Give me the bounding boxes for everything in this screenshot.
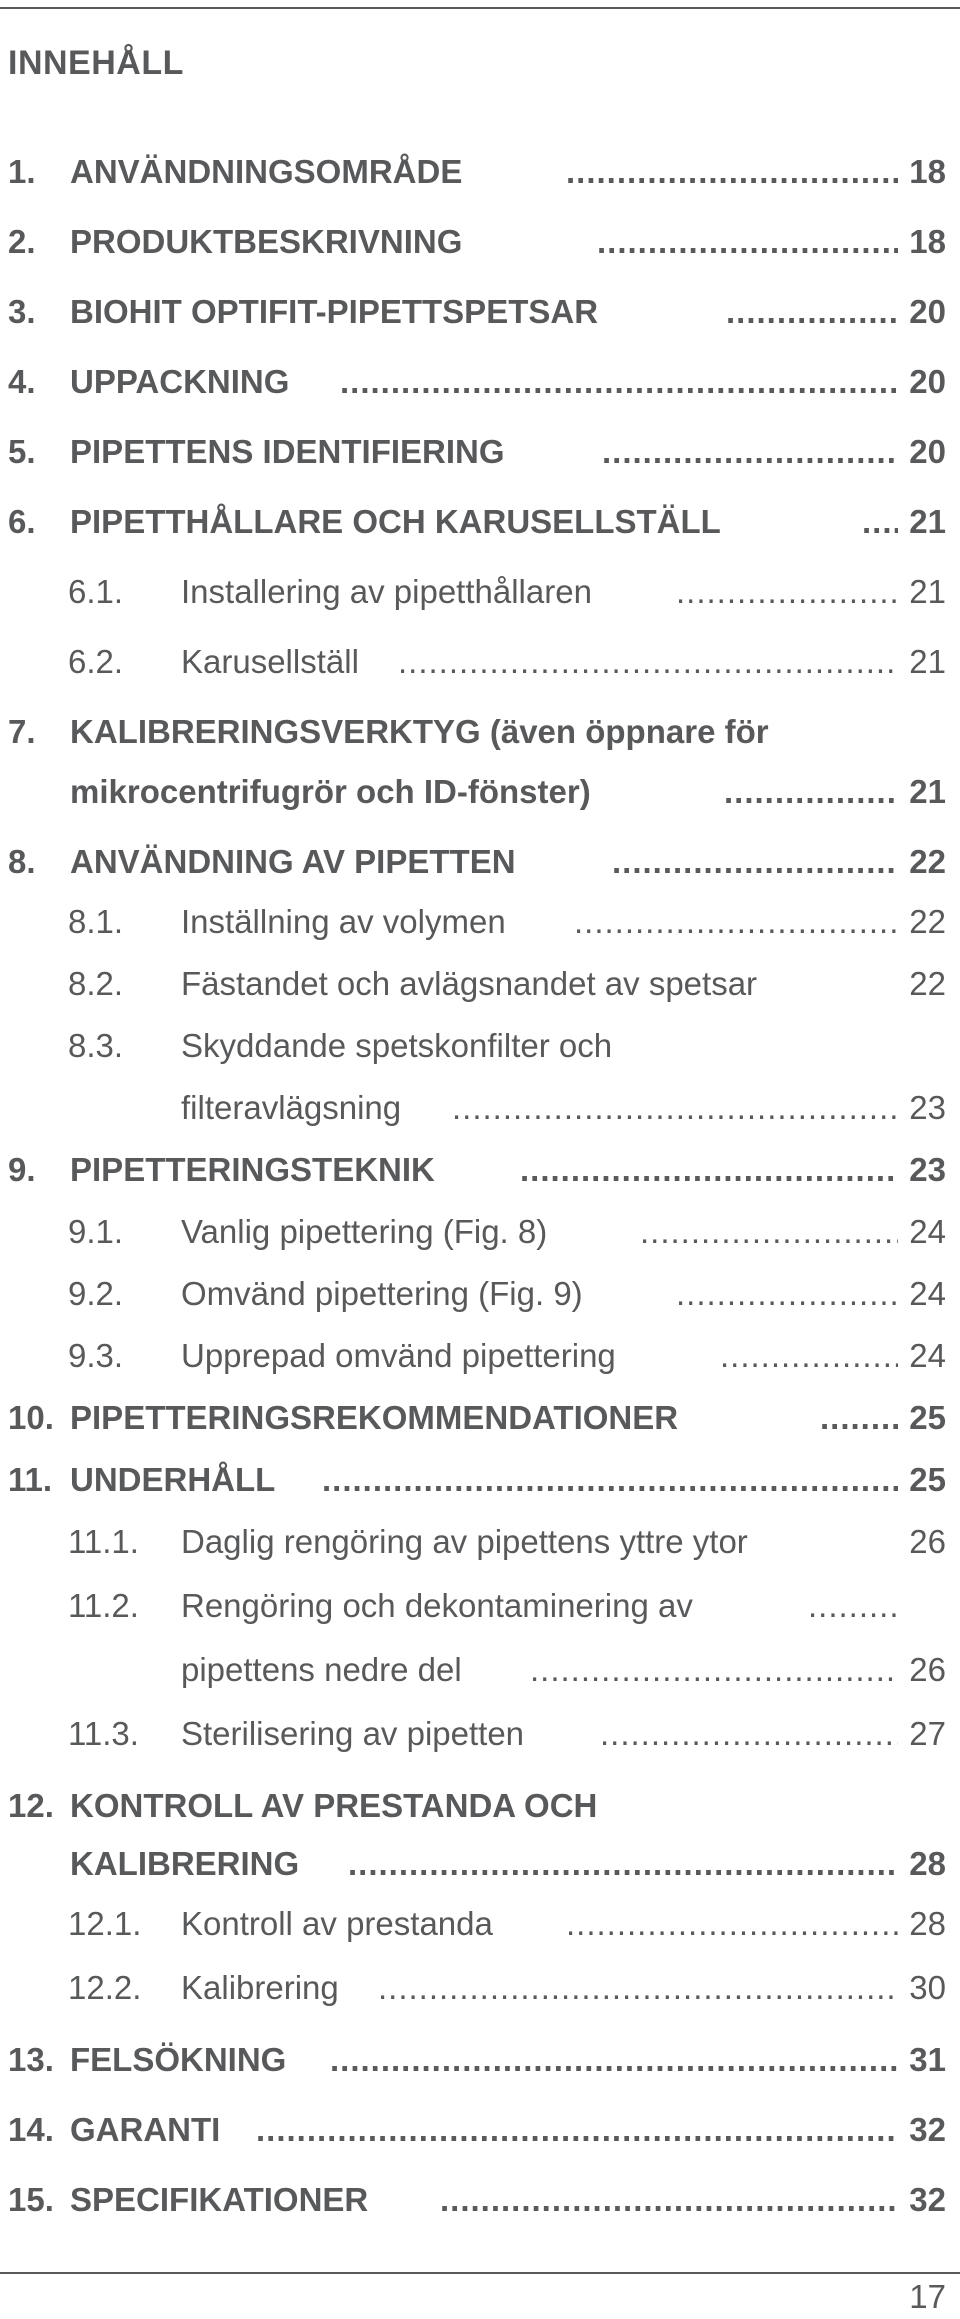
- entry-page: 27: [909, 1715, 946, 1752]
- entry-title: mikrocentrifugrör och ID-fönster): [70, 773, 591, 810]
- page-number: 17: [909, 2278, 946, 2315]
- entry-title: Karusellställ: [181, 643, 359, 680]
- entry-title: Inställning av volymen: [181, 903, 506, 940]
- entry-title: Kontroll av prestanda: [181, 1905, 493, 1942]
- entry-number: 2.: [8, 223, 36, 260]
- entry-title: PIPETTERINGSREKOMMENDATIONER: [70, 1399, 679, 1436]
- entry-number: 14.: [8, 2111, 54, 2148]
- toc-entry-6-1[interactable]: [0, 566, 960, 618]
- toc-entry-11-1[interactable]: [0, 1516, 960, 1568]
- dot-leader: [566, 146, 898, 198]
- entry-title: UPPACKNING: [70, 363, 290, 400]
- toc-entry-6-2[interactable]: [0, 636, 960, 688]
- entry-page: 28: [909, 1845, 946, 1882]
- toc-entry-8-3[interactable]: [0, 1020, 960, 1072]
- toc-entry-15[interactable]: [0, 2174, 960, 2226]
- entry-title: Vanlig pipettering (Fig. 8): [181, 1213, 548, 1250]
- entry-page: 23: [909, 1151, 946, 1188]
- entry-title: GARANTI: [70, 2111, 221, 2148]
- entry-page: 30: [909, 1969, 946, 2006]
- toc-entry-9-3[interactable]: [0, 1330, 960, 1382]
- dot-leader: [440, 2174, 898, 2226]
- dot-leader: [808, 1580, 900, 1632]
- entry-number: 12.1.: [68, 1905, 142, 1942]
- entry-number: 10.: [8, 1399, 54, 1436]
- entry-page: 21: [909, 643, 946, 680]
- entry-number: 9.: [8, 1151, 36, 1188]
- entry-title: Sterilisering av pipetten: [181, 1715, 525, 1752]
- dot-leader: [330, 2034, 898, 2086]
- entry-page: 26: [909, 1651, 946, 1688]
- entry-page: 20: [909, 363, 946, 400]
- toc-entry-8-1[interactable]: [0, 896, 960, 948]
- dot-leader: [720, 1330, 898, 1382]
- entry-title: PIPETTHÅLLARE OCH KARUSELLSTÄLL: [70, 503, 721, 540]
- entry-page: 18: [909, 153, 946, 190]
- dot-leader: [724, 766, 898, 818]
- toc-entry-11-3[interactable]: [0, 1708, 960, 1760]
- dot-leader: [340, 356, 898, 408]
- entry-number: 11.1.: [68, 1523, 139, 1560]
- entry-title: PIPETTERINGSTEKNIK: [70, 1151, 435, 1188]
- entry-number: 4.: [8, 363, 36, 400]
- entry-title: KALIBRERING: [70, 1845, 300, 1882]
- entry-number: 8.: [8, 843, 36, 880]
- dot-leader: [600, 1708, 898, 1760]
- toc-entry-13[interactable]: [0, 2034, 960, 2086]
- entry-number: 13.: [8, 2041, 54, 2078]
- entry-title: FELSÖKNING: [70, 2041, 287, 2078]
- toc-entry-9[interactable]: [0, 1144, 960, 1196]
- entry-title: ANVÄNDNINGSOMRÅDE: [70, 153, 463, 190]
- toc-entry-8[interactable]: [0, 836, 960, 888]
- entry-number: 8.3.: [68, 1027, 124, 1064]
- entry-page: 25: [909, 1399, 946, 1436]
- dot-leader: [530, 1644, 898, 1696]
- entry-page: 25: [909, 1461, 946, 1498]
- entry-number: 6.: [8, 503, 36, 540]
- dot-leader: [820, 1392, 898, 1444]
- entry-page: 24: [909, 1337, 946, 1374]
- entry-page: 22: [909, 965, 946, 1002]
- toc-entry-11[interactable]: [0, 1454, 960, 1506]
- entry-title: PIPETTENS IDENTIFIERING: [70, 433, 505, 470]
- entry-title: KONTROLL AV PRESTANDA OCH: [70, 1787, 598, 1824]
- entry-title: BIOHIT OPTIFIT-PIPETTSPETSAR: [70, 293, 599, 330]
- dot-leader: [520, 1144, 898, 1196]
- dot-leader: [676, 566, 898, 618]
- entry-page: 32: [909, 2181, 946, 2218]
- dot-leader: [602, 426, 898, 478]
- toc-entry-12-cont[interactable]: [0, 1838, 960, 1890]
- entry-number: 11.: [8, 1461, 53, 1498]
- toc-entry-2[interactable]: [0, 216, 960, 268]
- entry-page: 24: [909, 1275, 946, 1312]
- toc-entry-6[interactable]: [0, 496, 960, 548]
- entry-title: Kalibrering: [181, 1969, 339, 2006]
- entry-number: 6.1.: [68, 573, 124, 610]
- dot-leader: [726, 286, 898, 338]
- entry-number: 11.2.: [68, 1587, 139, 1624]
- toc-entry-5[interactable]: [0, 426, 960, 478]
- dot-leader: [566, 1898, 898, 1950]
- toc-entry-9-1[interactable]: [0, 1206, 960, 1258]
- entry-page: 23: [909, 1089, 946, 1126]
- entry-number: 6.2.: [68, 643, 124, 680]
- entry-page: 21: [909, 503, 946, 540]
- dot-leader: [348, 1838, 898, 1890]
- toc-entry-1[interactable]: [0, 146, 960, 198]
- entry-number: 9.2.: [68, 1275, 124, 1312]
- dot-leader: [378, 1962, 898, 2014]
- entry-number: 12.: [8, 1787, 54, 1824]
- entry-title: Skyddande spetskonfilter och: [181, 1027, 613, 1064]
- entry-title: SPECIFIKATIONER: [70, 2181, 369, 2218]
- entry-number: 5.: [8, 433, 36, 470]
- entry-number: 8.2.: [68, 965, 124, 1002]
- toc-heading: INNEHÅLL: [8, 44, 184, 82]
- dot-leader: [676, 1268, 898, 1320]
- entry-page: 24: [909, 1213, 946, 1250]
- entry-number: 1.: [8, 153, 36, 190]
- toc-entry-12-2[interactable]: [0, 1962, 960, 2014]
- entry-title: Omvänd pipettering (Fig. 9): [181, 1275, 583, 1312]
- dot-leader: [862, 496, 898, 548]
- entry-page: 28: [909, 1905, 946, 1942]
- entry-number: 9.3.: [68, 1337, 124, 1374]
- toc-entry-7[interactable]: [0, 706, 960, 758]
- top-rule: [0, 7, 960, 9]
- toc-entry-14[interactable]: [0, 2104, 960, 2156]
- entry-title: Rengöring och dekontaminering av: [181, 1587, 693, 1624]
- toc-entry-10[interactable]: [0, 1392, 960, 1444]
- dot-leader: [640, 1206, 898, 1258]
- entry-page: 31: [909, 2041, 946, 2078]
- toc-entry-9-2[interactable]: [0, 1268, 960, 1320]
- entry-number: 3.: [8, 293, 36, 330]
- dot-leader: [574, 896, 898, 948]
- entry-title: Installering av pipetthållaren: [181, 573, 592, 610]
- entry-number: 11.3.: [68, 1715, 139, 1752]
- toc-entry-7-cont[interactable]: [0, 766, 960, 818]
- entry-page: 21: [909, 573, 946, 610]
- dot-leader: [256, 2104, 898, 2156]
- toc-entry-12[interactable]: [0, 1780, 960, 1832]
- entry-page: 22: [909, 903, 946, 940]
- bottom-rule: [0, 2272, 960, 2274]
- entry-page: 22: [909, 843, 946, 880]
- entry-title: Fästandet och avlägsnandet av spetsar: [181, 965, 758, 1002]
- entry-page: 18: [909, 223, 946, 260]
- entry-title: KALIBRERINGSVERKTYG (även öppnare för: [70, 713, 769, 750]
- entry-page: 32: [909, 2111, 946, 2148]
- toc-entry-3[interactable]: [0, 286, 960, 338]
- toc-entry-11-2[interactable]: [0, 1580, 960, 1632]
- entry-title: PRODUKTBESKRIVNING: [70, 223, 463, 260]
- entry-title: ANVÄNDNING AV PIPETTEN: [70, 843, 516, 880]
- entry-number: 8.1.: [68, 903, 124, 940]
- toc-entry-12-1[interactable]: [0, 1898, 960, 1950]
- entry-number: 9.1.: [68, 1213, 124, 1250]
- toc-entry-11-2-cont[interactable]: [0, 1644, 960, 1696]
- entry-page: 26: [909, 1523, 946, 1560]
- toc-entry-8-3-cont[interactable]: [0, 1082, 960, 1134]
- dot-leader: [398, 636, 898, 688]
- dot-leader: [452, 1082, 898, 1134]
- toc-entry-4[interactable]: [0, 356, 960, 408]
- entry-number: 12.2.: [68, 1969, 142, 2006]
- entry-number: 15.: [8, 2181, 54, 2218]
- entry-page: 20: [909, 433, 946, 470]
- toc-entry-8-2[interactable]: [0, 958, 960, 1010]
- entry-title: UNDERHÅLL: [70, 1461, 276, 1498]
- entry-title: Upprepad omvänd pipettering: [181, 1337, 616, 1374]
- entry-number: 7.: [8, 713, 36, 750]
- dot-leader: [597, 216, 898, 268]
- entry-title: pipettens nedre del: [181, 1651, 462, 1688]
- entry-title: Daglig rengöring av pipettens yttre ytor: [181, 1523, 748, 1560]
- entry-page: 20: [909, 293, 946, 330]
- dot-leader: [612, 836, 898, 888]
- entry-page: 21: [909, 773, 946, 810]
- dot-leader: [322, 1454, 898, 1506]
- entry-title: filteravlägsning: [181, 1089, 402, 1126]
